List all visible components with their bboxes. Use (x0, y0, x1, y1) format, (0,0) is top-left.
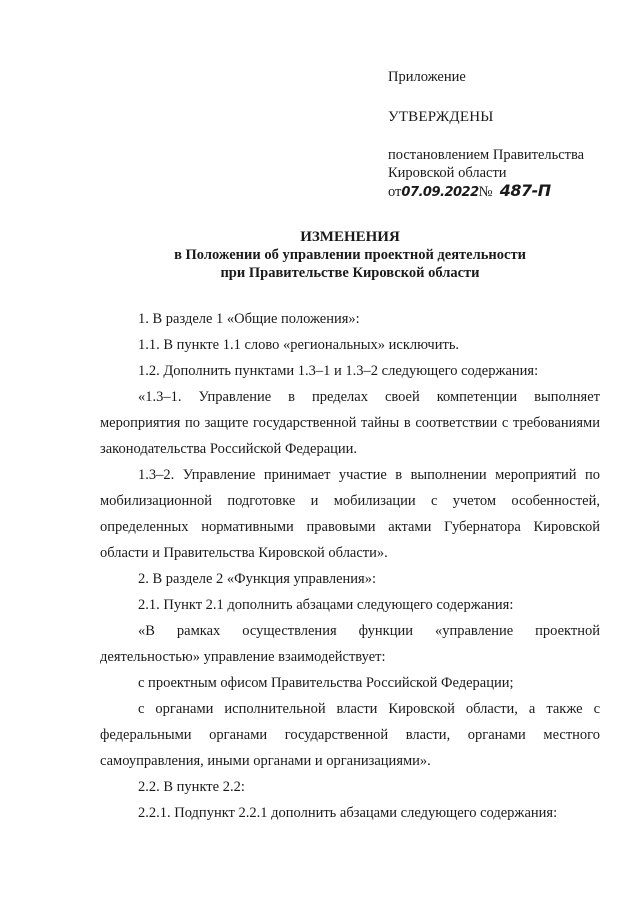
date-prefix: от (388, 184, 402, 200)
decree-date-line (388, 182, 628, 202)
paragraph: с органами исполнительной власти Кировской области, а также с федеральными органами государственной власти, органами местного самоуправления, иными органами и организациями». (100, 701, 600, 769)
paragraph: 1.2. Дополнить пунктами 1.3–1 и 1.3–2 следующего содержания: (138, 363, 539, 379)
handwritten-number: 487-П (499, 181, 551, 200)
paragraph: «1.3–1. Управление в пределах своей компетенции выполняет мероприятия по защите государственной тайны в соответствии с требованиями законодательства Российской Федерации. (100, 389, 600, 457)
title-line-2: в Положении об управлении проектной деятельности (174, 247, 526, 263)
document-title (100, 228, 600, 282)
paragraph: 2.2.1. Подпункт 2.2.1 дополнить абзацами следующего содержания: (138, 805, 558, 821)
paragraph: «В рамках осуществления функции «управление проектной деятельностью» управление взаимодействует: (100, 623, 600, 665)
number-sign: № (478, 184, 493, 200)
title-heading: ИЗМЕНЕНИЯ (300, 229, 400, 245)
title-line-3: при Правительстве Кировской области (220, 265, 480, 281)
paragraph: 2.2. В пункте 2.2: (138, 779, 245, 795)
paragraph: 2. В разделе 2 «Функция управления»: (138, 571, 376, 587)
paragraph: с проектным офисом Правительства Российской Федерации; (138, 675, 514, 691)
document-body (100, 306, 600, 826)
handwritten-date: 07.09.2022 (401, 185, 479, 200)
appendix-label: Приложение (388, 69, 466, 85)
decree-line-2: Кировской области (388, 165, 507, 181)
paragraph: 1.1. В пункте 1.1 слово «региональных» исключить. (138, 337, 460, 353)
decree-line-1: постановлением Правительства (388, 147, 585, 163)
paragraph: 1. В разделе 1 «Общие положения»: (138, 311, 360, 327)
approval-block (388, 68, 628, 202)
paragraph: 1.3–2. Управление принимает участие в выполнении мероприятий по мобилизационной подготовке и мобилизации с учетом особенностей, определенных нормативными правовыми актами Губернатора Кировской области и Правительства Кировской области». (100, 467, 600, 561)
paragraph: 2.1. Пункт 2.1 дополнить абзацами следующего содержания: (138, 597, 514, 613)
approved-label: УТВЕРЖДЕНЫ (388, 109, 494, 125)
